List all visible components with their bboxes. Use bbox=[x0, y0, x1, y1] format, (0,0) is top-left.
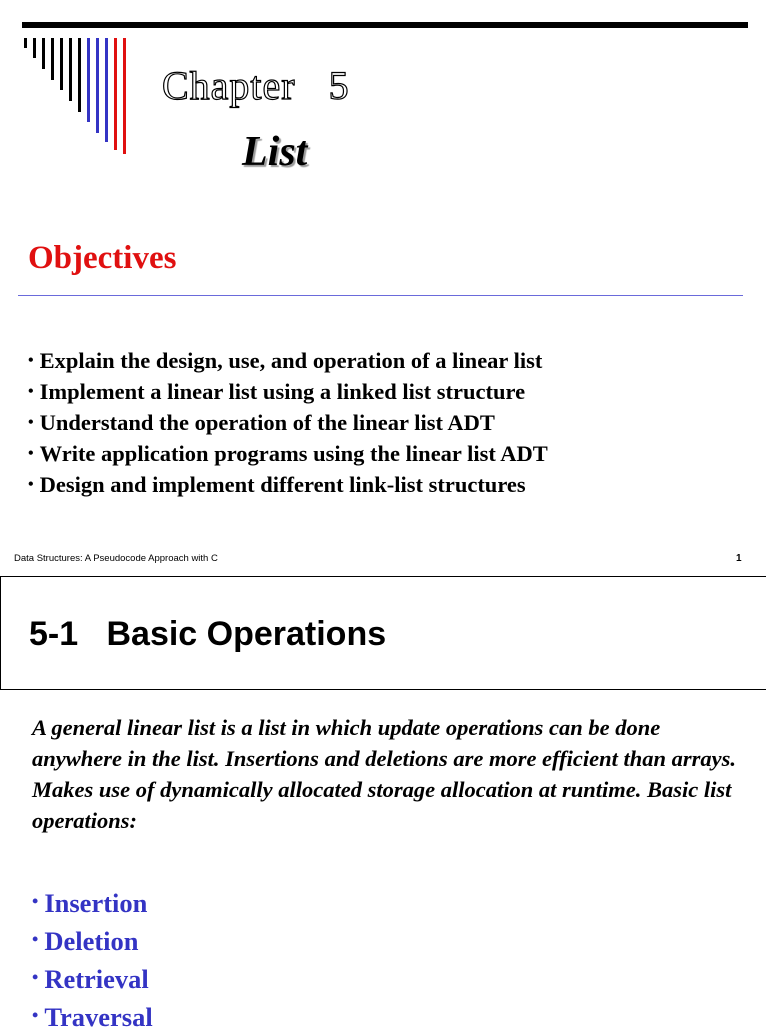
operations-list bbox=[32, 883, 153, 1035]
objectives-heading: Objectives bbox=[28, 240, 177, 276]
objectives-list bbox=[28, 345, 548, 500]
bullet-icon: • bbox=[32, 929, 39, 949]
objective-item: • Write application programs using the linear list ADT bbox=[28, 441, 548, 466]
operation-item: • Insertion bbox=[32, 888, 148, 918]
slide-2 bbox=[0, 576, 768, 1032]
objective-item: • Explain the design, use, and operation of a linear list bbox=[28, 348, 543, 373]
operation-item: • Traversal bbox=[32, 1002, 153, 1032]
decorative-bars bbox=[0, 0, 140, 160]
objective-item: • Understand the operation of the linear list ADT bbox=[28, 410, 495, 435]
bullet-icon: • bbox=[28, 383, 34, 400]
slide-2-header bbox=[0, 576, 766, 690]
bullet-icon: • bbox=[32, 1005, 39, 1025]
bullet-icon: • bbox=[28, 352, 34, 369]
bullet-icon: • bbox=[32, 967, 39, 987]
bullet-icon: • bbox=[28, 414, 34, 431]
operation-item: • Retrieval bbox=[32, 964, 149, 994]
intro-paragraph: A general linear list is a list in which update operations can be done anywhere in the list. Insertions and deletions are more efficient than arrays. Makes use of dynamically allocated storage allocation at runtime. Basic list operations: bbox=[32, 715, 737, 833]
bullet-icon: • bbox=[28, 445, 34, 462]
section-title: 5-1 Basic Operations bbox=[29, 615, 387, 653]
bullet-icon: • bbox=[32, 891, 39, 911]
objective-item: • Design and implement different link-list structures bbox=[28, 472, 526, 497]
objectives-divider bbox=[18, 295, 743, 296]
bullet-icon: • bbox=[28, 476, 34, 493]
footer-page-number: 1 bbox=[736, 553, 742, 564]
footer-book-title: Data Structures: A Pseudocode Approach with C bbox=[14, 553, 218, 564]
objective-item: • Implement a linear list using a linked list structure bbox=[28, 379, 526, 404]
chapter-heading: Chapter 5 bbox=[162, 63, 350, 108]
operation-item: • Deletion bbox=[32, 926, 139, 956]
chapter-title: List bbox=[242, 129, 308, 175]
